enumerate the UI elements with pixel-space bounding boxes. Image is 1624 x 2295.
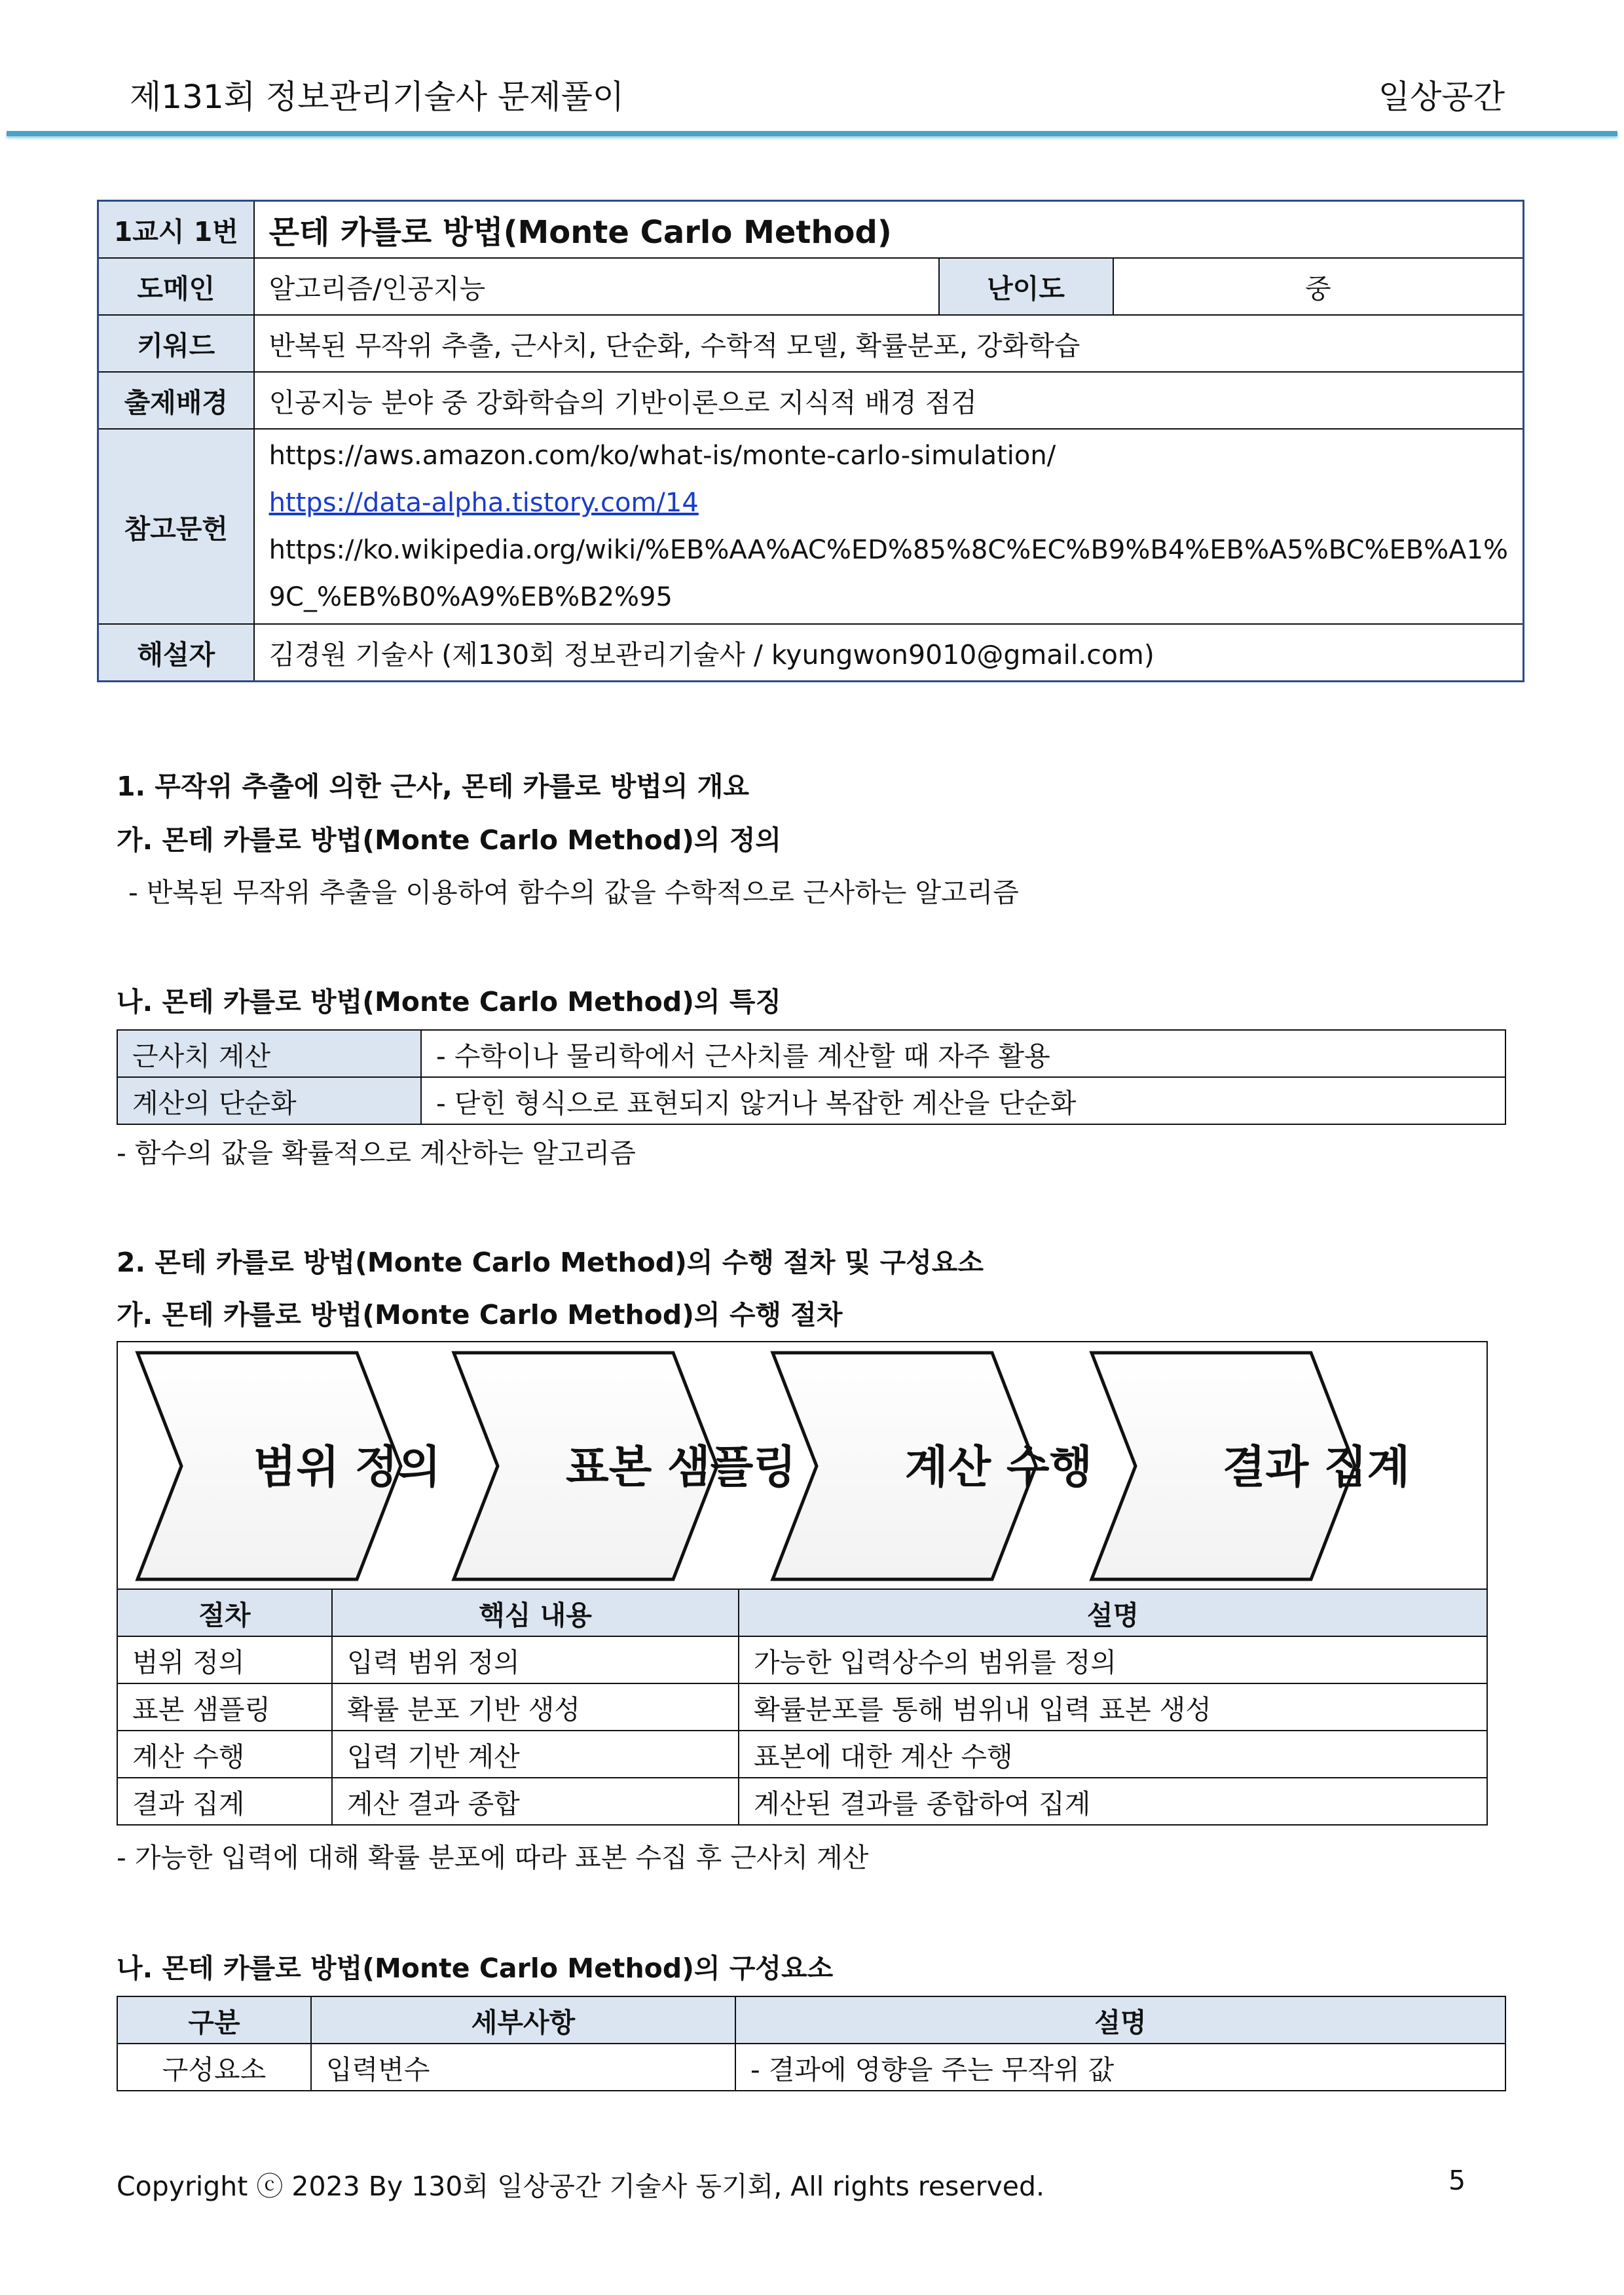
table-cell: 표본에 대한 계산 수행 (739, 1731, 1487, 1778)
domain-value: 알고리즘/인공지능 (254, 258, 939, 315)
reference-2-link[interactable]: https://data-alpha.tistory.com/14 (268, 488, 699, 518)
column-header: 설명 (739, 1589, 1487, 1636)
table-row (117, 1077, 1505, 1124)
column-header: 세부사항 (311, 1996, 735, 2044)
flow-step-1: 범위 정의 (253, 1442, 441, 1494)
table-cell: 표본 샘플링 (117, 1683, 332, 1731)
background-label: 출제배경 (98, 372, 254, 429)
feature-key: 계산의 단순화 (117, 1077, 421, 1124)
references-label: 참고문헌 (98, 429, 254, 624)
table-cell: 범위 정의 (117, 1636, 332, 1683)
table-header-row (117, 1996, 1505, 2044)
flow-step-4: 결과 집계 (1222, 1442, 1411, 1494)
feature-desc: - 닫힌 형식으로 표현되지 않거나 복잡한 계산을 단순화 (421, 1077, 1505, 1124)
reference-1: https://aws.amazon.com/ko/what-is/monte-carlo-simulation/ (268, 441, 1056, 471)
table-cell: 구성요소 (117, 2044, 311, 2091)
table-row (117, 2044, 1505, 2091)
table-cell: 입력 기반 계산 (332, 1731, 739, 1778)
table-cell: - 결과에 영향을 주는 무작위 값 (735, 2044, 1505, 2091)
session-label: 1교시 1번 (98, 201, 254, 259)
doc-header-org: 일상공간 (1378, 78, 1505, 116)
reference-3b: 9C_%EB%B0%A9%EB%B2%95 (268, 582, 673, 612)
table-cell: 입력변수 (311, 2044, 735, 2091)
table-cell: 계산 수행 (117, 1731, 332, 1778)
features-table (117, 1029, 1506, 1125)
difficulty-label: 난이도 (939, 258, 1113, 315)
section2-sub2-heading: 나. 몬테 카를로 방법(Monte Carlo Method)의 구성요소 (117, 1953, 834, 1984)
table-row (117, 1731, 1487, 1778)
table-cell: 확률분포를 통해 범위내 입력 표본 생성 (739, 1683, 1487, 1731)
column-header: 구분 (117, 1996, 311, 2044)
table-header-row (117, 1589, 1487, 1636)
table-cell: 계산 결과 종합 (332, 1778, 739, 1825)
feature-desc: - 수학이나 물리학에서 근사치를 계산할 때 자주 활용 (421, 1030, 1505, 1077)
section2-heading: 2. 몬테 카를로 방법(Monte Carlo Method)의 수행 절차 및 구성요소 (117, 1247, 984, 1278)
feature-key: 근사치 계산 (117, 1030, 421, 1077)
table-row (117, 1778, 1487, 1825)
section1-definition-text: - 반복된 무작위 추출을 이용하여 함수의 값을 수학적으로 근사하는 알고리즘 (128, 877, 1019, 908)
section2-sub1-heading: 가. 몬테 카를로 방법(Monte Carlo Method)의 수행 절차 (117, 1299, 843, 1331)
section1-sub2-heading: 나. 몬테 카를로 방법(Monte Carlo Method)의 특징 (117, 986, 782, 1018)
flow-step-2: 표본 샘플링 (565, 1442, 797, 1494)
table-cell: 결과 집계 (117, 1778, 332, 1825)
references-list (254, 429, 1524, 624)
page-number: 5 (1449, 2165, 1466, 2196)
author-value: 김경원 기술사 (제130회 정보관리기술사 / kyungwon9010@gmail.com) (254, 624, 1524, 682)
features-note: - 함수의 값을 확률적으로 계산하는 알고리즘 (117, 1137, 636, 1169)
table-row (117, 1683, 1487, 1731)
flow-step-3: 계산 수행 (904, 1442, 1093, 1494)
process-flow-diagram (117, 1341, 1488, 1591)
question-title: 몬테 카를로 방법(Monte Carlo Method) (254, 201, 1524, 259)
doc-header-title: 제131회 정보관리기술사 문제풀이 (130, 78, 625, 116)
background-value: 인공지능 분야 중 강화학습의 기반이론으로 지식적 배경 점검 (254, 372, 1524, 429)
reference-3a: https://ko.wikipedia.org/wiki/%EB%AA%AC%ED%85%8C%EC%B9%B4%EB%A5%BC%EB%A1% (268, 535, 1508, 565)
footer-copyright: Copyright ⓒ 2023 By 130회 일상공간 기술사 동기회, All rights reserved. (117, 2171, 1045, 2202)
procedure-table (117, 1588, 1488, 1826)
domain-label: 도메인 (98, 258, 254, 315)
difficulty-value: 중 (1113, 258, 1524, 315)
column-header: 설명 (735, 1996, 1505, 2044)
table-row (117, 1030, 1505, 1077)
column-header: 절차 (117, 1589, 332, 1636)
question-info-table (97, 200, 1524, 682)
author-label: 해설자 (98, 624, 254, 682)
table-cell: 가능한 입력상수의 범위를 정의 (739, 1636, 1487, 1683)
table-cell: 확률 분포 기반 생성 (332, 1683, 739, 1731)
header-divider (7, 131, 1617, 136)
column-header: 핵심 내용 (332, 1589, 739, 1636)
components-table (117, 1996, 1506, 2091)
table-cell: 입력 범위 정의 (332, 1636, 739, 1683)
table-cell: 계산된 결과를 종합하여 집계 (739, 1778, 1487, 1825)
table-row (117, 1636, 1487, 1683)
keyword-label: 키워드 (98, 315, 254, 372)
section1-heading: 1. 무작위 추출에 의한 근사, 몬테 카를로 방법의 개요 (117, 771, 749, 802)
procedure-note: - 가능한 입력에 대해 확률 분포에 따라 표본 수집 후 근사치 계산 (117, 1842, 869, 1873)
section1-sub1-heading: 가. 몬테 카를로 방법(Monte Carlo Method)의 정의 (117, 824, 782, 856)
keyword-value: 반복된 무작위 추출, 근사치, 단순화, 수학적 모델, 확률분포, 강화학습 (254, 315, 1524, 372)
